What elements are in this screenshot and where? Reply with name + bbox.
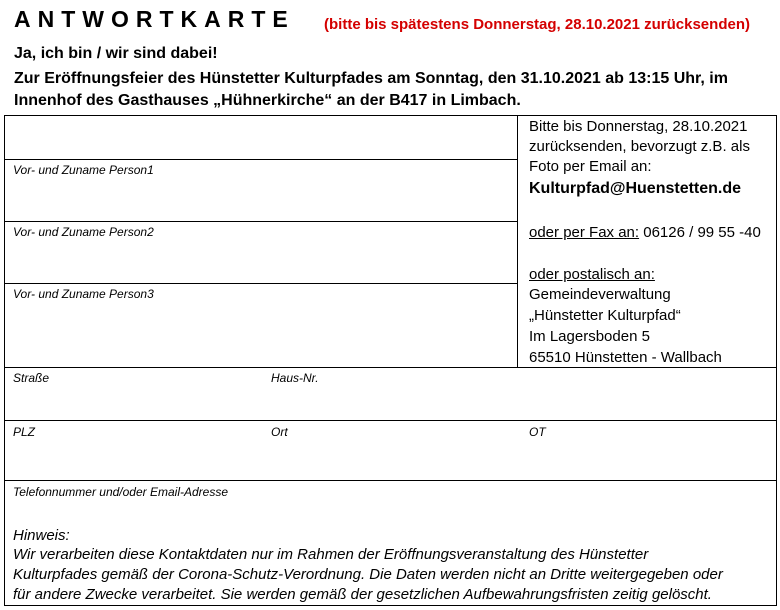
city-field[interactable]: Ort <box>271 425 288 439</box>
fax-line <box>529 224 761 241</box>
fax-number: 06126 / 99 55 -40 <box>639 224 761 241</box>
post-label: oder postalisch an: <box>529 266 655 283</box>
sidebar-line-1: Bitte bis Donnerstag, 28.10.2021 <box>529 118 748 135</box>
table-left-border <box>4 115 5 606</box>
fax-label: oder per Fax an: <box>529 224 640 241</box>
person2-field[interactable]: Vor- und Zuname Person2 <box>13 225 154 239</box>
note-line-3: für andere Zwecke verarbeitet. Sie werden gemäß der gesetzlichen Aufbewahrungsfristen zeitig gelöscht. <box>13 586 712 603</box>
address-line-3: Im Lagersboden 5 <box>529 328 650 345</box>
sidebar-line-2: zurücksenden, bevorzugt z.B. als <box>529 138 750 155</box>
house-number-field[interactable]: Haus-Nr. <box>271 371 319 385</box>
address-line-4: 65510 Hünstetten - Wallbach <box>529 349 722 366</box>
table-bottom-border <box>4 605 777 606</box>
note-line-1: Wir verarbeiten diese Kontaktdaten nur im Rahmen der Eröffnungsveranstaltung des Hünstetter <box>13 546 649 563</box>
sidebar-divider <box>517 115 518 367</box>
email-address-link[interactable]: Kulturpfad@Huenstetten.de <box>529 180 742 197</box>
confirmation-line: Ja, ich bin / wir sind dabei! <box>14 45 218 62</box>
street-field[interactable]: Straße <box>13 371 50 385</box>
address-line-2: „Hünstetter Kulturpfad“ <box>529 307 681 324</box>
district-field[interactable]: OT <box>529 425 546 439</box>
event-info-line-2: Innenhof des Gasthauses „Hühnerkirche“ an der B417 in Limbach. <box>14 92 521 109</box>
contact-field[interactable]: Telefonnummer und/oder Email-Adresse <box>13 485 228 499</box>
address-line-1: Gemeindeverwaltung <box>529 286 671 303</box>
note-line-2: Kulturpfades gemäß der Corona-Schutz-Verordnung. Die Daten werden nicht an Dritte weitergegeben oder <box>13 566 723 583</box>
note-heading: Hinweis: <box>13 527 70 544</box>
person1-field[interactable]: Vor- und Zuname Person1 <box>13 163 154 177</box>
event-info-line-1: Zur Eröffnungsfeier des Hünstetter Kulturpfades am Sonntag, den 31.10.2021 ab 13:15 Uhr, im <box>14 70 728 87</box>
card-title: ANTWORTKARTE <box>14 6 295 32</box>
deadline-notice: (bitte bis spätestens Donnerstag, 28.10.2021 zurücksenden) <box>324 16 750 33</box>
table-right-border <box>776 115 777 606</box>
postal-code-field[interactable]: PLZ <box>13 425 36 439</box>
person3-field[interactable]: Vor- und Zuname Person3 <box>13 287 154 301</box>
sidebar-line-3: Foto per Email an: <box>529 158 652 175</box>
table-top-border <box>4 115 777 116</box>
